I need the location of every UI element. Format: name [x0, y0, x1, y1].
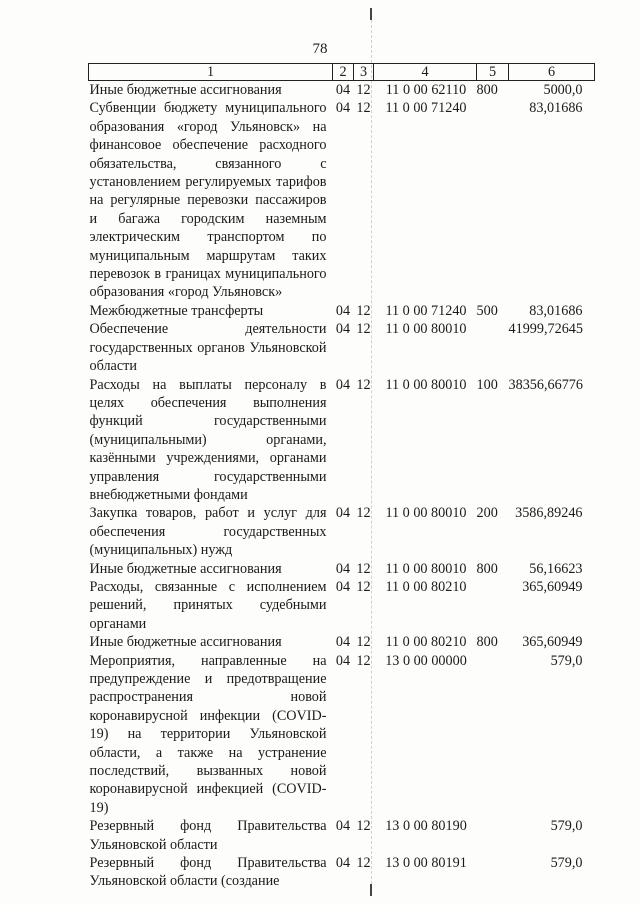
row-section: 04 [335, 302, 351, 319]
row-expense-type [477, 854, 509, 891]
row-target-code: 11 0 00 80010 [385, 560, 467, 577]
header-col-6: 6 [509, 64, 595, 81]
table-body [89, 81, 595, 891]
row-subsection: 12 [356, 560, 371, 577]
row-name: Субвенции бюджету муниципального образования «город Ульяновск» на финансовое обеспечение расходного обязательства, связанного с установлением регулируемых тарифов на регулярные перевозки пассажиров и багажа городским наземным электрическим транспортом по муниципальным маршрутам таких перевозок в границах муниципального образования «город Ульяновск» [89, 100, 327, 301]
row-subsection: 12 [356, 321, 371, 338]
row-subsection: 12 [356, 302, 371, 319]
row-amount: 579,0 [550, 855, 583, 872]
row-expense-type [477, 578, 509, 633]
row-section: 04 [335, 634, 351, 651]
row-expense-type [477, 320, 509, 375]
row-name: Резервный фонд Правительства Ульяновской области [89, 818, 327, 853]
row-expense-type: 800 [476, 82, 498, 98]
row-target-code: 13 0 00 00000 [385, 652, 467, 669]
row-subsection: 12 [356, 634, 371, 651]
row-section: 04 [335, 82, 351, 98]
table-row [89, 81, 595, 100]
row-name: Закупка товаров, работ и услуг для обеспечения государственных (муниципальных) нужд [89, 505, 327, 559]
header-col-5: 5 [477, 64, 509, 81]
table-row [89, 320, 595, 375]
row-amount: 83,01686 [529, 302, 583, 319]
row-section: 04 [335, 376, 351, 393]
row-target-code: 11 0 00 71240 [385, 302, 467, 319]
row-amount: 3586,89246 [515, 505, 583, 522]
row-section: 04 [335, 578, 351, 595]
row-target-code: 11 0 00 62110 [385, 82, 467, 98]
header-col-3: 3 [354, 64, 374, 81]
table-row [89, 854, 595, 891]
row-section: 04 [335, 855, 351, 872]
row-amount: 5000,0 [543, 82, 583, 98]
row-name: Межбюджетные трансферты [89, 302, 264, 319]
row-name: Иные бюджетные ассигнования [89, 634, 282, 651]
row-section: 04 [335, 652, 351, 669]
table-row [89, 560, 595, 578]
table-row [89, 633, 595, 651]
row-section: 04 [335, 321, 351, 338]
table-row [89, 578, 595, 633]
row-section: 04 [335, 818, 351, 835]
row-target-code: 13 0 00 80191 [385, 855, 467, 872]
row-target-code: 13 0 00 80190 [385, 818, 467, 835]
table-row [89, 376, 595, 505]
row-amount: 41999,72645 [508, 321, 583, 338]
row-subsection: 12 [356, 578, 371, 595]
table-row [89, 302, 595, 320]
table-row [89, 652, 595, 818]
row-subsection: 12 [356, 100, 371, 117]
page-number: 78 [312, 41, 328, 57]
row-name: Иные бюджетные ассигнования [89, 82, 282, 98]
row-expense-type [477, 99, 509, 301]
row-expense-type [477, 652, 509, 818]
table-row [89, 817, 595, 854]
row-name: Резервный фонд Правительства Ульяновской области (создание [89, 855, 327, 890]
row-subsection: 12 [356, 818, 371, 835]
row-name: Обеспечение деятельности государственных органов Ульяновской области [89, 321, 327, 375]
row-amount: 56,16623 [529, 560, 583, 577]
row-amount: 365,60949 [522, 634, 583, 651]
row-target-code: 11 0 00 80010 [385, 505, 467, 522]
row-subsection: 12 [356, 376, 371, 393]
row-expense-type: 100 [476, 376, 498, 393]
row-section: 04 [335, 560, 351, 577]
row-target-code: 11 0 00 80010 [385, 321, 467, 338]
row-section: 04 [335, 100, 351, 117]
table-header [89, 64, 595, 81]
row-target-code: 11 0 00 80210 [385, 578, 467, 595]
row-subsection: 12 [356, 652, 371, 669]
row-expense-type: 200 [476, 505, 498, 522]
row-name: Расходы на выплаты персоналу в целях обеспечения выполнения функций государственными (муниципальными) органами, казёнными учреждениями, органами управления государственными внебюджетными фондами [89, 376, 327, 503]
row-target-code: 11 0 00 80010 [385, 376, 467, 393]
row-amount: 579,0 [550, 652, 583, 669]
header-col-1: 1 [89, 64, 333, 81]
budget-table [88, 63, 595, 891]
row-target-code: 11 0 00 80210 [385, 634, 467, 651]
table-row [89, 504, 595, 559]
row-expense-type: 500 [476, 302, 498, 319]
row-expense-type [477, 817, 509, 854]
header-col-4: 4 [374, 64, 477, 81]
row-subsection: 12 [356, 82, 371, 98]
row-subsection: 12 [356, 855, 371, 872]
table-row [89, 99, 595, 301]
row-amount: 83,01686 [529, 100, 583, 117]
row-name: Расходы, связанные с исполнением решений, принятых судебными органами [89, 578, 327, 632]
row-amount: 365,60949 [522, 578, 583, 595]
row-name: Мероприятия, направленные на предупреждение и предотвращение распространения новой коронавирусной инфекции (COVID-19) на территории Ульяновской области, а также на устранение последствий, вызванных новой коронавирусной инфекцией (COVID-19) [89, 652, 327, 816]
top-crop-mark [370, 8, 372, 20]
row-expense-type: 800 [476, 634, 498, 651]
row-target-code: 11 0 00 71240 [385, 100, 467, 117]
header-col-2: 2 [333, 64, 354, 81]
row-amount: 579,0 [550, 818, 583, 835]
row-section: 04 [335, 505, 351, 522]
row-name: Иные бюджетные ассигнования [89, 560, 282, 577]
row-amount: 38356,66776 [508, 376, 583, 393]
row-subsection: 12 [356, 505, 371, 522]
row-expense-type: 800 [476, 560, 498, 577]
